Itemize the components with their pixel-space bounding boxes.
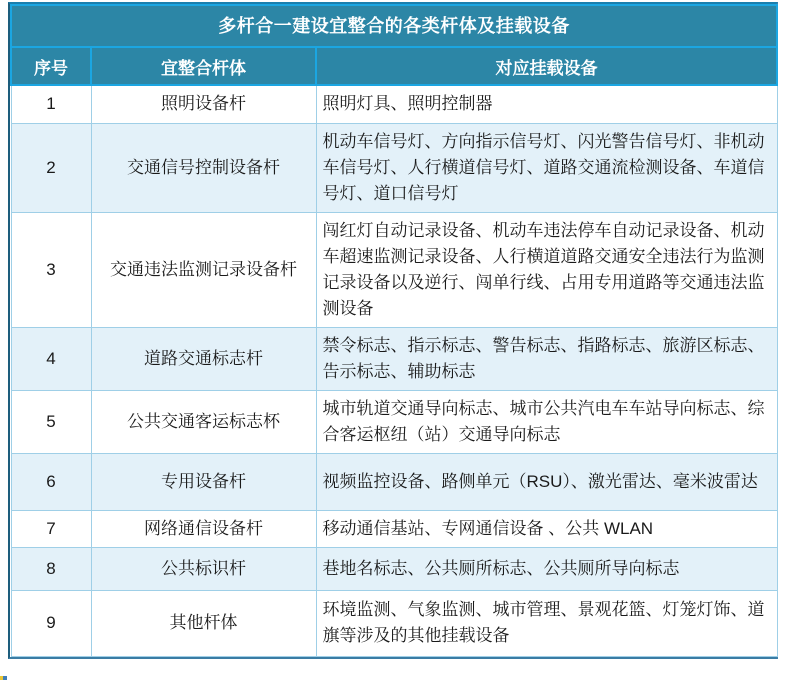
table-row <box>11 390 777 453</box>
row-number-cell: 8 <box>11 547 91 590</box>
row-number-cell: 1 <box>11 85 91 123</box>
devices-cell: 巷地名标志、公共厕所标志、公共厕所导向标志 <box>316 547 777 590</box>
devices-cell: 机动车信号灯、方向指示信号灯、闪光警告信号灯、非机动车信号灯、人行横道信号灯、道路交通流检测设备、车道信号灯、道口信号灯 <box>316 123 777 212</box>
table-row <box>11 510 777 547</box>
pole-type-cell: 道路交通标志杆 <box>91 327 316 390</box>
table-title: 多杆合一建设宜整合的各类杆体及挂载设备 <box>11 5 777 47</box>
column-header-pole: 宜整合杆体 <box>91 47 316 85</box>
devices-cell: 城市轨道交通导向标志、城市公共汽电车车站导向标志、综合客运枢纽（站）交通导向标志 <box>316 390 777 453</box>
row-number-cell: 3 <box>11 212 91 327</box>
pole-type-cell: 专用设备杆 <box>91 453 316 510</box>
row-number-cell: 5 <box>11 390 91 453</box>
table-row <box>11 123 777 212</box>
row-number-cell: 9 <box>11 590 91 656</box>
pole-type-cell: 交通信号控制设备杆 <box>91 123 316 212</box>
row-number-cell: 2 <box>11 123 91 212</box>
row-number-cell: 4 <box>11 327 91 390</box>
table-row <box>11 327 777 390</box>
table-row <box>11 212 777 327</box>
table-title-row <box>11 5 777 47</box>
row-number-cell: 6 <box>11 453 91 510</box>
devices-cell: 环境监测、气象监测、城市管理、景观花篮、灯笼灯饰、道旗等涉及的其他挂载设备 <box>316 590 777 656</box>
data-table <box>10 4 778 657</box>
table-row <box>11 85 777 123</box>
devices-cell: 视频监控设备、路侧单元（RSU）、激光雷达、毫米波雷达 <box>316 453 777 510</box>
row-number-cell: 7 <box>11 510 91 547</box>
table-row <box>11 590 777 656</box>
devices-cell: 移动通信基站、专网通信设备 、公共 WLAN <box>316 510 777 547</box>
pole-type-cell: 照明设备杆 <box>91 85 316 123</box>
pole-type-cell: 公共交通客运标志杯 <box>91 390 316 453</box>
pole-type-cell: 网络通信设备杆 <box>91 510 316 547</box>
stray-pixel-artifact <box>0 676 7 680</box>
devices-cell: 闯红灯自动记录设备、机动车违法停车自动记录设备、机动车超速监测记录设备、人行横道道路交通安全违法行为监测记录设备以及逆行、闯单行线、占用专用道路等交通违法监测设备 <box>316 212 777 327</box>
pole-type-cell: 公共标识杆 <box>91 547 316 590</box>
integration-poles-table <box>8 2 778 659</box>
devices-cell: 照明灯具、照明控制器 <box>316 85 777 123</box>
pole-type-cell: 交通违法监测记录设备杆 <box>91 212 316 327</box>
table-row <box>11 547 777 590</box>
pole-type-cell: 其他杆体 <box>91 590 316 656</box>
table-header-row <box>11 47 777 85</box>
table-row <box>11 453 777 510</box>
column-header-no: 序号 <box>11 47 91 85</box>
column-header-devices: 对应挂载设备 <box>316 47 777 85</box>
devices-cell: 禁令标志、指示标志、警告标志、指路标志、旅游区标志、告示标志、辅助标志 <box>316 327 777 390</box>
